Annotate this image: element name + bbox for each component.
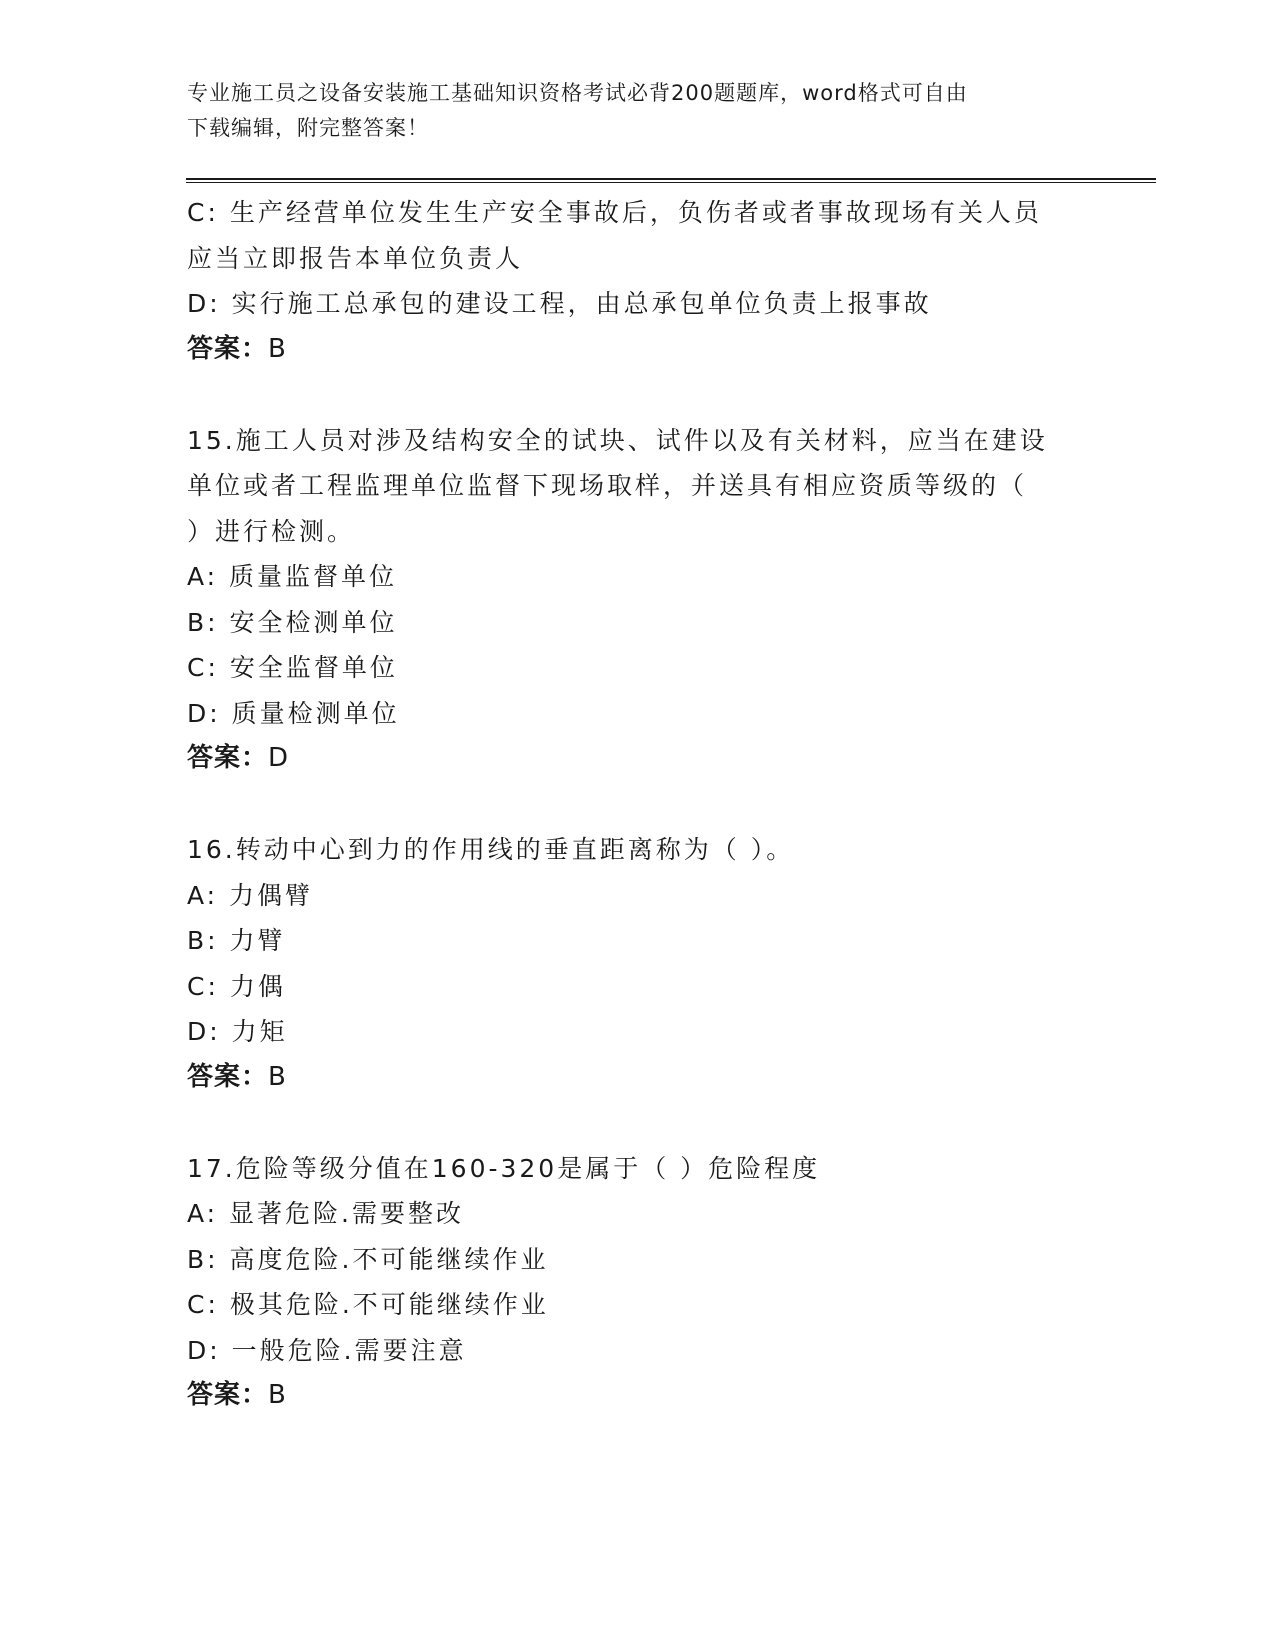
option-d: D: 一般危险.需要注意: [187, 1335, 467, 1365]
option-d: D: 实行施工总承包的建设工程，由总承包单位负责上报事故: [187, 289, 932, 318]
option-b: B: 安全检测单位: [187, 607, 398, 637]
answer-value: B: [268, 1061, 287, 1092]
answer-line: [187, 1055, 1087, 1101]
option-d: D: 质量检测单位: [187, 698, 400, 728]
question-content: [187, 190, 1087, 1419]
option-c: C: 极其危险.不可能继续作业: [187, 1290, 549, 1319]
option-a: A: 力偶臂: [187, 880, 314, 910]
option-a: A: 质量监督单位: [187, 562, 398, 591]
spacer: [187, 1100, 1087, 1146]
answer-value: B: [268, 1380, 287, 1410]
option-c-continued: 应当立即报告本单位负责人: [187, 243, 524, 273]
answer-value: B: [268, 333, 287, 364]
question-stem: ）进行检测。: [187, 516, 356, 546]
option-b: B: 力臂: [187, 926, 286, 955]
header-divider: [186, 178, 1156, 183]
answer-line: [187, 736, 1087, 782]
spacer: [187, 782, 1087, 828]
header-line-1: 专业施工员之设备安装施工基础知识资格考试必背200题题库，word格式可自由: [187, 81, 968, 105]
question-15: [187, 418, 1087, 782]
option-b: B: 高度危险.不可能继续作业: [187, 1244, 549, 1274]
question-17: [187, 1146, 1087, 1419]
answer-label: 答案：: [187, 743, 269, 773]
spacer: [187, 372, 1087, 418]
option-c: C: 生产经营单位发生生产安全事故后，负伤者或者事故现场有关人员: [187, 198, 1042, 227]
document-header: [187, 76, 1087, 146]
header-line-2: 下载编辑，附完整答案！: [187, 116, 429, 140]
answer-line: [187, 327, 1087, 373]
option-d: D: 力矩: [187, 1017, 288, 1046]
option-c: C: 安全监督单位: [187, 653, 398, 682]
answer-value: D: [268, 743, 290, 773]
question-16: [187, 827, 1087, 1100]
answer-label: 答案：: [187, 1380, 269, 1410]
question-stem: 16.转动中心到力的作用线的垂直距离称为（ ）。: [187, 835, 795, 864]
option-c: C: 力偶: [187, 971, 286, 1001]
question-stem: 17.危险等级分值在160-320是属于（ ）危险程度: [187, 1153, 821, 1183]
answer-line: [187, 1373, 1087, 1419]
question-stem: 单位或者工程监理单位监督下现场取样，并送具有相应资质等级的（: [187, 471, 1028, 500]
question-stem: 15.施工人员对涉及结构安全的试块、试件以及有关材料，应当在建设: [187, 425, 1048, 455]
continued-question: [187, 190, 1087, 372]
option-a: A: 显著危险.需要整改: [187, 1199, 464, 1228]
answer-label: 答案：: [187, 1061, 269, 1092]
answer-label: 答案：: [187, 333, 269, 364]
